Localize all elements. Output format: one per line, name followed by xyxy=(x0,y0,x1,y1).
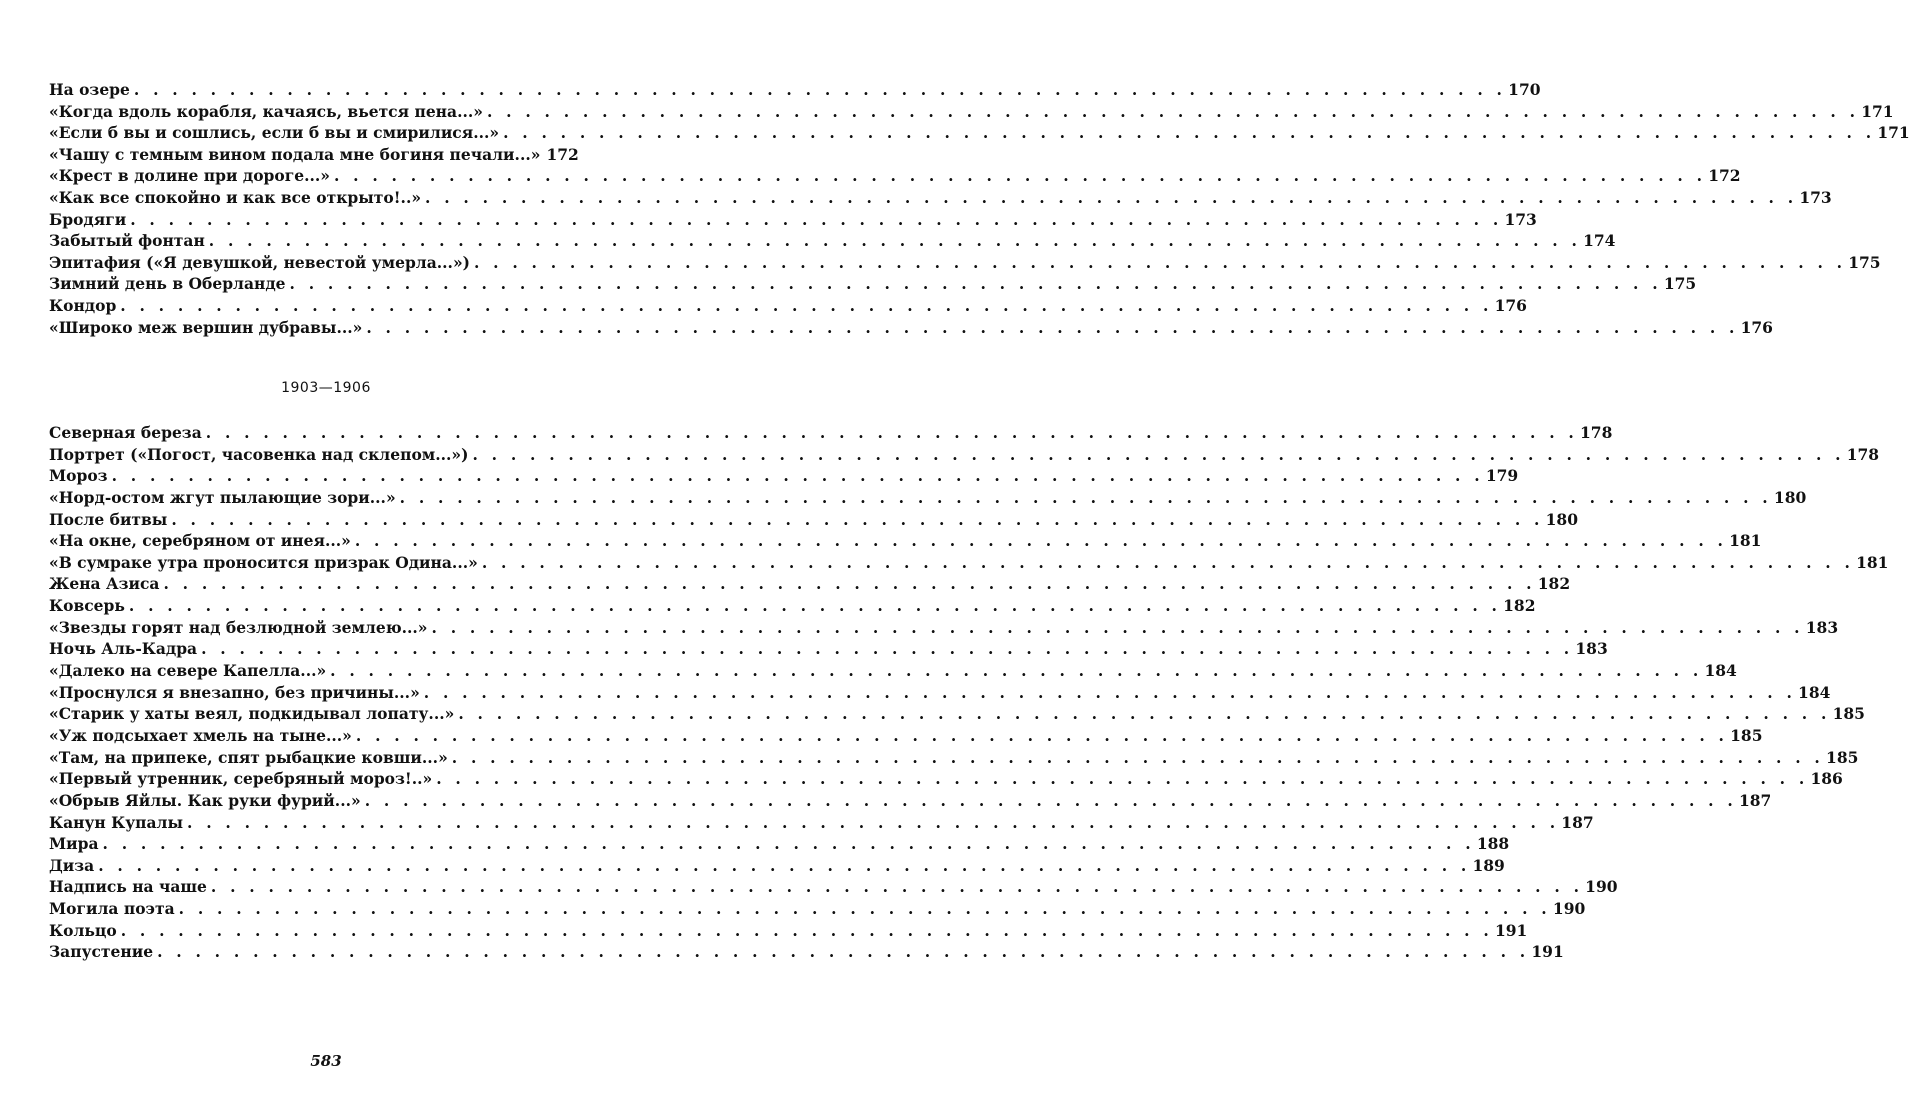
dot-leader xyxy=(458,704,1830,723)
toc-entry xyxy=(49,274,1697,296)
toc-entry-title: «Чашу с темным вином подала мне богиня печали...» xyxy=(49,144,541,164)
toc-list-part1 xyxy=(49,80,1910,339)
toc-entry xyxy=(49,80,1541,102)
toc-entry-page: 170 xyxy=(1508,80,1541,99)
toc-entry xyxy=(49,144,579,167)
toc-entry xyxy=(49,487,1807,510)
toc-entry-title: Мира xyxy=(49,834,99,854)
toc-entry-page: 181 xyxy=(1729,531,1762,551)
dot-leader xyxy=(134,80,1506,99)
toc-entry-page: 186 xyxy=(1810,769,1843,789)
toc-entry-title: Ковсерь xyxy=(49,596,125,616)
dot-leader xyxy=(487,102,1859,121)
toc-entry xyxy=(49,899,1586,921)
dot-leader xyxy=(179,899,1551,918)
dot-leader xyxy=(163,574,1535,593)
toc-entry-page: 184 xyxy=(1704,661,1737,681)
dot-leader xyxy=(98,856,1470,875)
toc-entry-page: 175 xyxy=(1663,274,1697,294)
dot-leader xyxy=(171,510,1543,529)
toc-entry-title: «Как все спокойно и как все открыто!..» xyxy=(49,187,422,207)
toc-entry-page: 191 xyxy=(1494,920,1528,940)
dot-leader xyxy=(366,318,1738,337)
toc-entry-title: «Когда вдоль корабля, качаясь, вьется пена...» xyxy=(49,101,483,121)
toc-entry-page: 182 xyxy=(1537,574,1571,594)
dot-leader xyxy=(365,791,1737,810)
toc-entry-page: 174 xyxy=(1583,231,1616,251)
toc-entry-title: «На окне, серебряном от инея...» xyxy=(49,531,351,551)
toc-entry-title: Могила поэта xyxy=(49,899,175,919)
dot-leader xyxy=(356,726,1728,745)
toc-entry-title: «Обрыв Яйлы. Как руки фурий...» xyxy=(49,790,361,810)
toc-entry-title: Ночь Аль-Кадра xyxy=(49,639,198,659)
toc-entry xyxy=(49,812,1594,835)
toc-entry-title: Эпитафия («Я девушкой, невестой умерла...») xyxy=(49,252,470,272)
toc-entry-page: 190 xyxy=(1585,877,1618,897)
toc-entry-title: Диза xyxy=(49,855,95,875)
toc-entry xyxy=(49,423,1613,445)
toc-entry-title: «Далеко на севере Капелла...» xyxy=(49,661,327,681)
toc-entry-page: 171 xyxy=(1861,101,1894,121)
dot-leader xyxy=(503,123,1875,142)
toc-entry xyxy=(49,574,1571,596)
toc-entry-title: Северная береза xyxy=(49,423,202,442)
dot-leader xyxy=(103,834,1475,853)
toc-entry-title: Канун Купалы xyxy=(49,812,184,832)
dot-leader xyxy=(121,921,1493,940)
dot-leader xyxy=(400,488,1772,507)
toc-entry-page: 185 xyxy=(1730,725,1763,745)
dot-leader xyxy=(187,813,1559,832)
toc-entry-page: 172 xyxy=(1708,166,1741,186)
toc-entry xyxy=(49,317,1773,340)
toc-entry-page: 187 xyxy=(1561,812,1594,832)
toc-entry-page: 173 xyxy=(1504,209,1537,229)
toc-entry-page: 175 xyxy=(1848,252,1881,272)
toc-entry xyxy=(49,639,1608,661)
toc-entry-title: Зимний день в Оберланде xyxy=(49,274,286,294)
toc-entry-page: 191 xyxy=(1531,942,1564,962)
toc-entry-title: «Старик у хаты веял, подкидывал лопату...» xyxy=(49,704,455,724)
toc-entry-page: 183 xyxy=(1805,617,1839,637)
toc-entry-title: «Первый утренник, серебряный мороз!..» xyxy=(49,769,433,789)
toc-entry xyxy=(49,295,1527,318)
toc-entry xyxy=(49,855,1505,878)
toc-entry-title: «Широко меж вершин дубравы...» xyxy=(49,317,363,337)
toc-entry-page: 172 xyxy=(546,144,579,164)
toc-entry xyxy=(49,101,1894,124)
toc-entry-title: «Проснулся я внезапно, без причины...» xyxy=(49,682,420,702)
toc-entry-title: «Крест в долине при дороге...» xyxy=(49,166,330,186)
toc-entry xyxy=(49,877,1618,899)
toc-entry-title: «Норд-остом жгут пылающие зори...» xyxy=(49,487,396,507)
toc-entry-page: 190 xyxy=(1552,899,1586,919)
toc-entry xyxy=(49,166,1741,188)
toc-entry-page: 185 xyxy=(1826,747,1859,767)
dot-leader xyxy=(330,661,1702,680)
dot-leader xyxy=(120,296,1492,315)
dot-leader xyxy=(130,210,1502,229)
toc-entry-page: 185 xyxy=(1832,704,1865,724)
toc-entry xyxy=(49,531,1762,553)
toc-entry-page: 182 xyxy=(1503,596,1536,616)
dot-leader xyxy=(482,553,1854,572)
toc-entry-title: На озере xyxy=(49,80,130,99)
toc-entry-title: «Если б вы и сошлись, если б вы и смирилися...» xyxy=(49,123,500,143)
toc-entry-page: 176 xyxy=(1494,295,1527,315)
dot-leader xyxy=(355,531,1727,550)
section-heading: 1903—1906 xyxy=(281,380,371,396)
toc-entry xyxy=(49,747,1859,770)
dot-leader xyxy=(206,423,1578,442)
toc-entry-page: 180 xyxy=(1773,487,1807,507)
toc-entry-title: Бродяги xyxy=(49,209,127,229)
toc-entry xyxy=(49,466,1519,488)
toc-entry-page: 188 xyxy=(1476,834,1510,854)
toc-entry-page: 178 xyxy=(1580,423,1613,442)
dot-leader xyxy=(436,769,1808,788)
dot-leader xyxy=(452,748,1824,767)
dot-leader xyxy=(201,639,1573,658)
dot-leader xyxy=(112,466,1484,485)
toc-entry xyxy=(49,942,1564,964)
toc-entry-title: Кондор xyxy=(49,295,117,315)
toc-entry xyxy=(49,725,1763,748)
toc-entry xyxy=(49,509,1578,532)
toc-list-part2 xyxy=(49,423,1889,964)
toc-entry xyxy=(49,661,1737,683)
toc-entry xyxy=(49,704,1865,726)
toc-entry-title: «Уж подсыхает хмель на тыне...» xyxy=(49,725,352,745)
dot-leader xyxy=(157,942,1529,961)
toc-entry-title: Забытый фонтан xyxy=(49,231,205,251)
toc-entry xyxy=(49,682,1831,705)
toc-entry-title: «Звезды горят над безлюдной землею...» xyxy=(49,617,428,637)
toc-entry xyxy=(49,187,1832,210)
dot-leader xyxy=(425,188,1797,207)
dot-leader xyxy=(334,166,1706,185)
toc-entry-page: 176 xyxy=(1740,317,1773,337)
toc-entry xyxy=(49,920,1528,943)
dot-leader xyxy=(474,253,1846,272)
dot-leader xyxy=(424,683,1796,702)
toc-entry-title: Надпись на чаше xyxy=(49,877,207,897)
dot-leader xyxy=(211,877,1583,896)
toc-entry xyxy=(49,231,1616,253)
toc-entry xyxy=(49,769,1843,791)
toc-entry-page: 173 xyxy=(1799,187,1832,207)
toc-entry-page: 183 xyxy=(1575,639,1608,659)
toc-entry xyxy=(49,444,1880,467)
toc-entry-title: «В сумраке утра проносится призрак Одина...» xyxy=(49,552,478,572)
dot-leader xyxy=(432,618,1804,637)
toc-entry-title: Мороз xyxy=(49,466,108,486)
toc-entry-title: Портрет («Погост, часовенка над склепом...») xyxy=(49,444,469,464)
toc-entry-title: Запустение xyxy=(49,942,154,962)
dot-leader xyxy=(209,231,1581,250)
toc-entry xyxy=(49,790,1772,813)
page-number: 583 xyxy=(310,1052,342,1070)
toc-entry xyxy=(49,123,1910,145)
toc-entry-page: 189 xyxy=(1472,855,1505,875)
toc-entry xyxy=(49,834,1510,856)
toc-entry xyxy=(49,209,1537,232)
toc-entry-title: «Там, на припеке, спят рыбацкие ковши...» xyxy=(49,747,448,767)
dot-leader xyxy=(290,274,1662,293)
toc-entry xyxy=(49,252,1881,275)
toc-entry-title: После битвы xyxy=(49,509,168,529)
toc-entry-page: 181 xyxy=(1856,552,1889,572)
dot-leader xyxy=(472,445,1844,464)
toc-entry xyxy=(49,552,1889,575)
toc-entry-page: 179 xyxy=(1485,466,1519,486)
toc-entry-page: 187 xyxy=(1738,790,1772,810)
toc-entry-page: 171 xyxy=(1877,123,1910,143)
toc-entry-page: 178 xyxy=(1846,444,1880,464)
dot-leader xyxy=(129,596,1501,615)
toc-entry-title: Кольцо xyxy=(49,920,117,940)
toc-entry xyxy=(49,596,1536,618)
toc-entry xyxy=(49,617,1839,640)
toc-entry-title: Жена Азиса xyxy=(49,574,160,594)
toc-entry-page: 180 xyxy=(1545,509,1578,529)
toc-entry-page: 184 xyxy=(1798,682,1831,702)
